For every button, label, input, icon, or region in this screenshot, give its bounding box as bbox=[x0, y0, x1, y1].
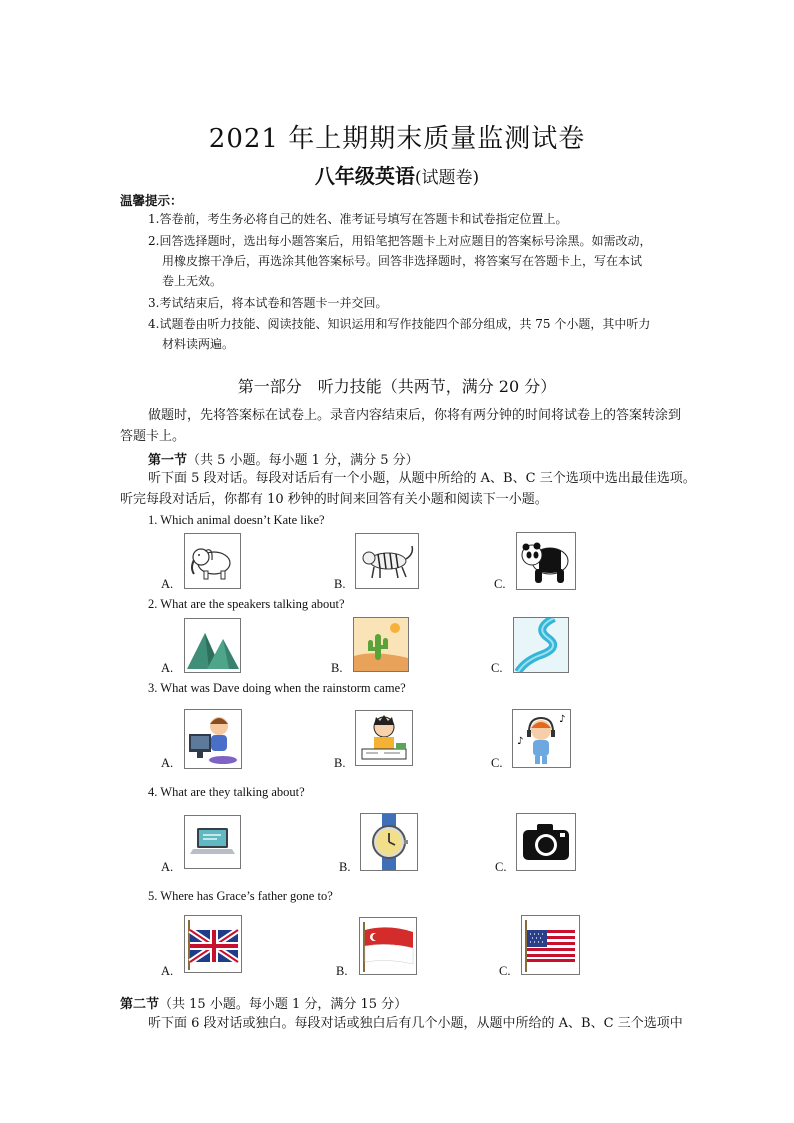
option-label: B. bbox=[339, 860, 351, 874]
section2-desc: （共 15 小题。每小题 1 分，满分 15 分） bbox=[159, 997, 408, 1012]
tip-line: 1.答卷前，考生务必将自己的姓名、准考证号填写在答题卡和试卷指定位置上。 bbox=[148, 212, 568, 226]
svg-text:♪: ♪ bbox=[559, 714, 566, 725]
svg-text:♪: ♪ bbox=[517, 736, 524, 747]
section1-heading bbox=[148, 449, 419, 468]
section2-heading bbox=[120, 993, 407, 1012]
subtitle-main: 八年级英语 bbox=[314, 164, 415, 188]
usa-flag-icon[interactable] bbox=[521, 915, 580, 975]
music-boy-icon[interactable] bbox=[512, 709, 571, 768]
tip-line: 3.考试结束后，将本试卷和答题卡一并交回。 bbox=[148, 296, 388, 310]
tip-line: 用橡皮擦干净后，再选涂其他答案标号。回答非选择题时，将答案写在答题卡上，写在本试 bbox=[162, 254, 643, 268]
option-label: C. bbox=[494, 577, 506, 591]
option-label: A. bbox=[161, 661, 174, 675]
watch-icon[interactable] bbox=[360, 813, 418, 871]
question-2: 2. What are the speakers talking about? bbox=[148, 597, 345, 611]
question-1: 1. Which animal doesn’t Kate like? bbox=[148, 513, 325, 527]
laptop-icon[interactable] bbox=[184, 815, 241, 869]
tip-line: 4.试题卷由听力技能、阅读技能、知识运用和写作技能四个部分组成，共 75 个小题，其中听力 bbox=[148, 317, 651, 331]
tip-line: 材料读两遍。 bbox=[162, 337, 235, 351]
option-label: B. bbox=[336, 964, 348, 978]
option-label: A. bbox=[161, 964, 174, 978]
tip-line: 2.回答选择题时，选出每小题答案后，用铅笔把答题卡上对应题目的答案标号涂黑。如需改动， bbox=[148, 234, 652, 248]
panda-icon[interactable] bbox=[516, 532, 576, 590]
exam-subtitle bbox=[0, 160, 794, 189]
option-label: C. bbox=[499, 964, 511, 978]
studying-boy-icon[interactable] bbox=[355, 710, 413, 766]
exam-title: 2021 年上期期末质量监测试卷 bbox=[208, 124, 586, 154]
section2-instr-line1: 听下面 6 段对话或独白。每段对话或独白后有几个小题，从题中所给的 A、B、C 三个选项中 bbox=[148, 1016, 683, 1031]
mountains-icon[interactable] bbox=[184, 618, 241, 673]
option-label: B. bbox=[331, 661, 343, 675]
uk-flag-icon[interactable] bbox=[184, 915, 242, 973]
option-label: A. bbox=[161, 756, 174, 770]
section1-instr-line1: 听下面 5 段对话。每段对话后有一个小题，从题中所给的 A、B、C 三个选项中选出最佳选项。 bbox=[148, 471, 696, 486]
section1-label: 第一节 bbox=[148, 453, 188, 468]
singapore-flag-icon[interactable] bbox=[359, 917, 417, 975]
part1-intro-line2: 答题卡上。 bbox=[120, 429, 186, 444]
option-label: C. bbox=[495, 860, 507, 874]
computer-boy-icon[interactable] bbox=[184, 709, 242, 769]
tips-heading: 温馨提示： bbox=[120, 193, 183, 208]
option-label: C. bbox=[491, 756, 503, 770]
question-5: 5. Where has Grace’s father gone to? bbox=[148, 889, 333, 903]
camera-icon[interactable] bbox=[516, 813, 576, 871]
option-label: B. bbox=[334, 756, 346, 770]
option-label: B. bbox=[334, 577, 346, 591]
section1-desc: （共 5 小题。每小题 1 分，满分 5 分） bbox=[187, 453, 419, 468]
part1-intro-line1: 做题时，先将答案标在试卷上。录音内容结束后，你将有两分钟的时间将试卷上的答案转涂到 bbox=[148, 408, 682, 423]
question-4: 4. What are they talking about? bbox=[148, 785, 305, 799]
desert-icon[interactable] bbox=[353, 617, 409, 672]
question-3: 3. What was Dave doing when the rainstorm came? bbox=[148, 681, 406, 695]
part1-heading: 第一部分 听力技能（共两节，满分 20 分） bbox=[237, 377, 557, 396]
option-label: A. bbox=[161, 577, 174, 591]
elephant-icon[interactable] bbox=[184, 533, 241, 589]
river-icon[interactable] bbox=[513, 617, 569, 673]
option-label: C. bbox=[491, 661, 503, 675]
subtitle-note: (试题卷) bbox=[414, 168, 480, 188]
section1-instr-line2: 听完每段对话后，你都有 10 秒钟的时间来回答有关小题和阅读下一小题。 bbox=[120, 492, 548, 507]
option-label: A. bbox=[161, 860, 174, 874]
section2-label: 第二节 bbox=[120, 997, 160, 1012]
tiger-icon[interactable] bbox=[355, 533, 419, 589]
tip-line: 卷上无效。 bbox=[162, 274, 223, 288]
